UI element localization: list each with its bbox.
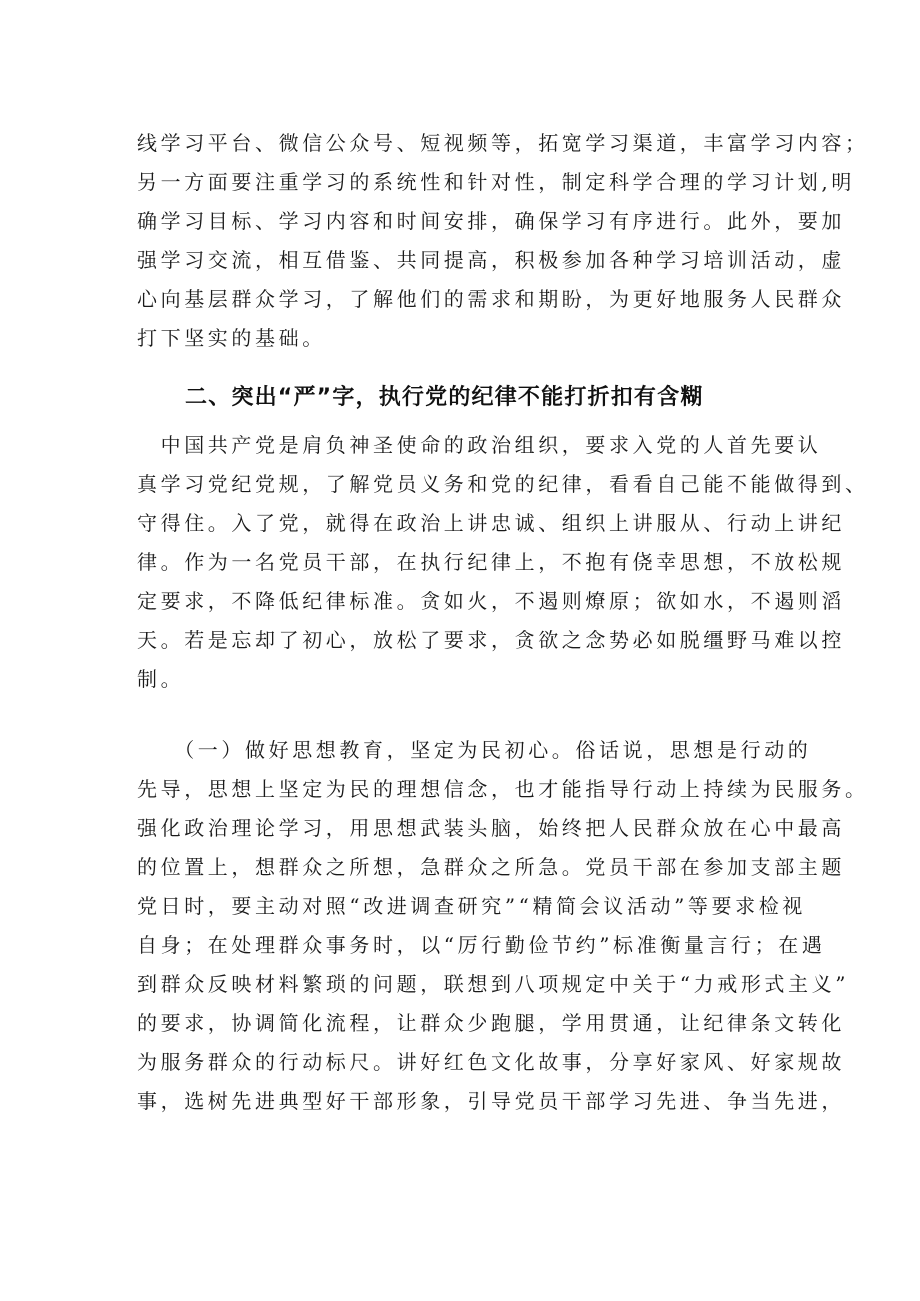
- paragraph-ideological-education: [137, 731, 869, 1121]
- text-line: 先导，思想上坚定为民的理想信念，也才能指导行动上持续为民服务。: [137, 777, 869, 801]
- text-line: 到群众反映材料繁琐的问题，联想到八项规定中关于“力戒形式主义”: [137, 972, 850, 996]
- text-line: 强学习交流，相互借鉴、共同提高，积极参加各种学习培训活动，虚: [137, 248, 845, 272]
- text-line: 自身；在处理群众事务时，以“厉行勤俭节约”标准衡量言行；在遇: [137, 933, 826, 957]
- text-line: 真学习党纪党规，了解党员义务和党的纪律，看看自己能不能做得到、: [137, 472, 869, 496]
- section-heading: 二、突出“严”字，执行党的纪律不能打折扣有含糊: [185, 385, 704, 410]
- text-line: 事，选树先进典型好干部形象，引导党员干部学习先进、争当先进，: [137, 1089, 845, 1113]
- text-line: 另一方面要注重学习的系统性和针对性，制定科学合理的学习计划,明: [137, 170, 855, 194]
- text-line: 的位置上，想群众之所想，急群众之所急。党员干部在参加支部主题: [137, 855, 845, 879]
- paragraph-study-continued: [137, 124, 869, 358]
- text-line: 打下坚实的基础。: [137, 326, 326, 350]
- text-line: 律。作为一名党员干部，在执行纪律上，不抱有侥幸思想，不放松规: [137, 550, 845, 574]
- text-line: 制。: [137, 667, 185, 691]
- text-line: 心向基层群众学习，了解他们的需求和期盼，为更好地服务人民群众: [137, 287, 845, 311]
- text-line: 的要求，协调简化流程，让群众少跑腿，学用贯通，让纪律条文转化: [137, 1011, 845, 1035]
- text-line: 天。若是忘却了初心，放松了要求，贪欲之念势必如脱缰野马难以控: [137, 628, 845, 652]
- paragraph-discipline: [137, 426, 869, 699]
- text-line: 守得住。入了党，就得在政治上讲忠诚、组织上讲服从、行动上讲纪: [137, 511, 845, 535]
- text-line: 强化政治理论学习，用思想武装头脑，始终把人民群众放在心中最高: [137, 816, 845, 840]
- text-line: 党日时，要主动对照“改进调查研究”“精简会议活动”等要求检视: [137, 894, 806, 918]
- text-line: （一）做好思想教育，坚定为民初心。俗话说，思想是行动的: [137, 738, 812, 762]
- text-line: 线学习平台、微信公众号、短视频等，拓宽学习渠道，丰富学习内容；: [137, 131, 869, 155]
- text-line: 为服务群众的行动标尺。讲好红色文化故事，分享好家风、好家规故: [137, 1050, 845, 1074]
- text-line: 定要求，不降低纪律标准。贪如火，不遏则燎原；欲如水，不遏则滔: [137, 589, 845, 613]
- text-line: 确学习目标、学习内容和时间安排，确保学习有序进行。此外，要加: [137, 209, 845, 233]
- text-line: 中国共产党是肩负神圣使命的政治组织，要求入党的人首先要认: [137, 433, 822, 457]
